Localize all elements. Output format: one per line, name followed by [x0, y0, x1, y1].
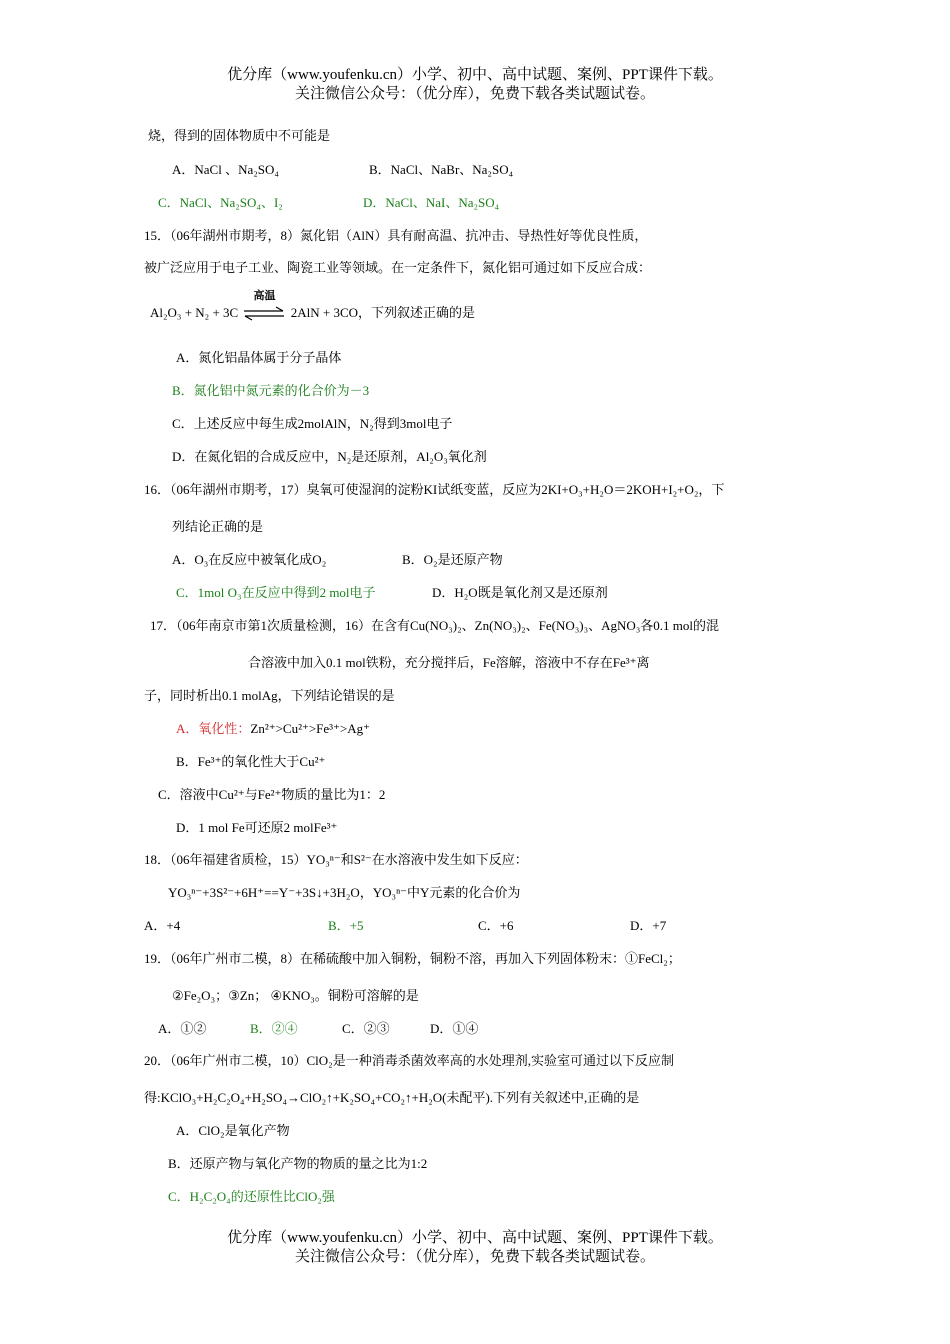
- q15-stem-line-1: 15．（06年湖州市期考，8）氮化铝（AlN）具有耐高温、抗冲击、导热性好等优良性质，: [144, 228, 648, 243]
- q16-option-b: B．O₂是还原产物: [402, 552, 503, 567]
- q17-option-a-text: Zn²⁺>Cu²⁺>Fe³⁺>Ag⁺: [250, 721, 371, 736]
- q15-option-a: A．氮化铝晶体属于分子晶体: [176, 350, 342, 365]
- q15-reactants: Al₂O₃ + N₂ + 3C: [150, 305, 239, 320]
- q17-stem-line-3: 子，同时析出0.1 molAg，下列结论错误的是: [144, 688, 395, 703]
- q17-option-a-label: A．氧化性：: [176, 721, 251, 736]
- q14-option-c: C．NaCl、Na₂SO₄、I₂: [158, 195, 283, 210]
- q20-option-c: C．H₂C₂O₄的还原性比ClO₂强: [168, 1189, 335, 1204]
- q19-option-a: A．①②: [158, 1021, 207, 1036]
- q17-stem-line-2: 合溶液中加入0.1 mol铁粉，充分搅拌后，Fe溶解，溶液中不存在Fe³⁺离: [248, 655, 650, 670]
- q15-option-c: C．上述反应中每生成2molAlN，N₂得到3mol电子: [172, 416, 453, 431]
- q15-option-d: D．在氮化铝的合成反应中，N₂是还原剂，Al₂O₃氧化剂: [172, 449, 487, 464]
- q14-option-b: B．NaCl、NaBr、Na₂SO₄: [369, 162, 514, 177]
- q17-option-d: D．1 mol Fe可还原2 molFe³⁺: [176, 820, 338, 835]
- q16-option-d: D．H₂O既是氧化剂又是还原剂: [432, 585, 608, 600]
- q14-stem-tail: 烧，得到的固体物质中不可能是: [148, 128, 331, 143]
- q18-option-a: A．+4: [144, 918, 181, 933]
- q15-products-question: 2AlN + 3CO，下列叙述正确的是: [290, 305, 475, 320]
- q14-option-a: A．NaCl 、Na₂SO₄: [172, 162, 279, 177]
- q19-option-c: C．②③: [342, 1021, 390, 1036]
- q17-option-b: B．Fe³⁺的氧化性大于Cu²⁺: [176, 754, 326, 769]
- q16-stem-line-1: 16．（06年湖州市期考，17）臭氧可使湿润的淀粉KI试纸变蓝，反应为2KI+O₃+H₂O＝2KOH+I₂+O₂，下: [144, 482, 725, 497]
- q20-stem-line-2: 得:KClO₃+H₂C₂O₄+H₂SO₄→ClO₂↑+K₂SO₄+CO₂↑+H₂O(未配平).下列有关叙述中,正确的是: [144, 1090, 640, 1105]
- page-header-line-1: 优分库（www.youfenku.cn）小学、初中、高中试题、案例、PPT课件下载。: [227, 67, 723, 83]
- q19-stem-line-2: ②Fe₂O₃；③Zn； ④KNO₃。铜粉可溶解的是: [172, 988, 419, 1003]
- q17-option-a: [176, 721, 370, 737]
- q18-option-b: B．+5: [328, 918, 364, 933]
- q18-stem-line-1: 18．（06年福建省质检，15）YO₃ⁿ⁻和S²⁻在水溶液中发生如下反应：: [144, 852, 528, 867]
- q15-equation: [150, 289, 475, 322]
- reversible-arrow-icon: [242, 289, 286, 322]
- page-footer-line-1: 优分库（www.youfenku.cn）小学、初中、高中试题、案例、PPT课件下载。: [227, 1230, 723, 1246]
- q18-stem-line-2: YO₃ⁿ⁻+3S²⁻+6H⁺==Y⁻+3S↓+3H₂O，YO₃ⁿ⁻中Y元素的化合价为: [168, 885, 521, 900]
- q15-stem-line-2: 被广泛应用于电子工业、陶瓷工业等领域。在一定条件下，氮化铝可通过如下反应合成：: [144, 260, 652, 275]
- q16-option-a: A．O₃在反应中被氧化成O₂: [172, 552, 327, 567]
- q15-option-b: B．氮化铝中氮元素的化合价为－3: [172, 383, 370, 398]
- q20-option-a: A．ClO₂是氧化产物: [176, 1123, 290, 1138]
- q19-stem-line-1: 19．（06年广州市二模，8）在稀硫酸中加入铜粉，铜粉不溶，再加入下列固体粉末：①FeCl₂；: [144, 951, 681, 966]
- q20-stem-line-1: 20．（06年广州市二模，10）ClO₂是一种消毒杀菌效率高的水处理剂,实验室可通过以下反应制: [144, 1053, 674, 1068]
- q16-stem-line-2: 列结论正确的是: [172, 519, 264, 534]
- q14-option-d: D．NaCl、NaI、Na₂SO₄: [363, 195, 500, 210]
- q17-stem-line-1: 17．（06年南京市第1次质量检测，16）在含有Cu(NO₃)₂、Zn(NO₃)₂、Fe(NO₃)₃、AgNO₃各0.1 mol的混: [150, 618, 720, 633]
- q19-option-b: B．②④: [250, 1021, 298, 1036]
- q18-option-c: C．+6: [478, 918, 514, 933]
- q19-option-d: D．①④: [430, 1021, 479, 1036]
- page-footer-line-2: 关注微信公众号：（优分库），免费下载各类试题试卷。: [294, 1249, 655, 1265]
- q20-option-b: B．还原产物与氧化产物的物质的量之比为1:2: [168, 1156, 428, 1171]
- q18-option-d: D．+7: [630, 918, 667, 933]
- page-header-line-2: 关注微信公众号：（优分库），免费下载各类试题试卷。: [294, 86, 655, 102]
- q15-reaction-condition: 高温: [253, 289, 276, 303]
- q17-option-c: C．溶液中Cu²⁺与Fe²⁺物质的量比为1：2: [158, 787, 386, 802]
- q16-option-c: C．1mol O₃在反应中得到2 mol电子: [176, 585, 376, 600]
